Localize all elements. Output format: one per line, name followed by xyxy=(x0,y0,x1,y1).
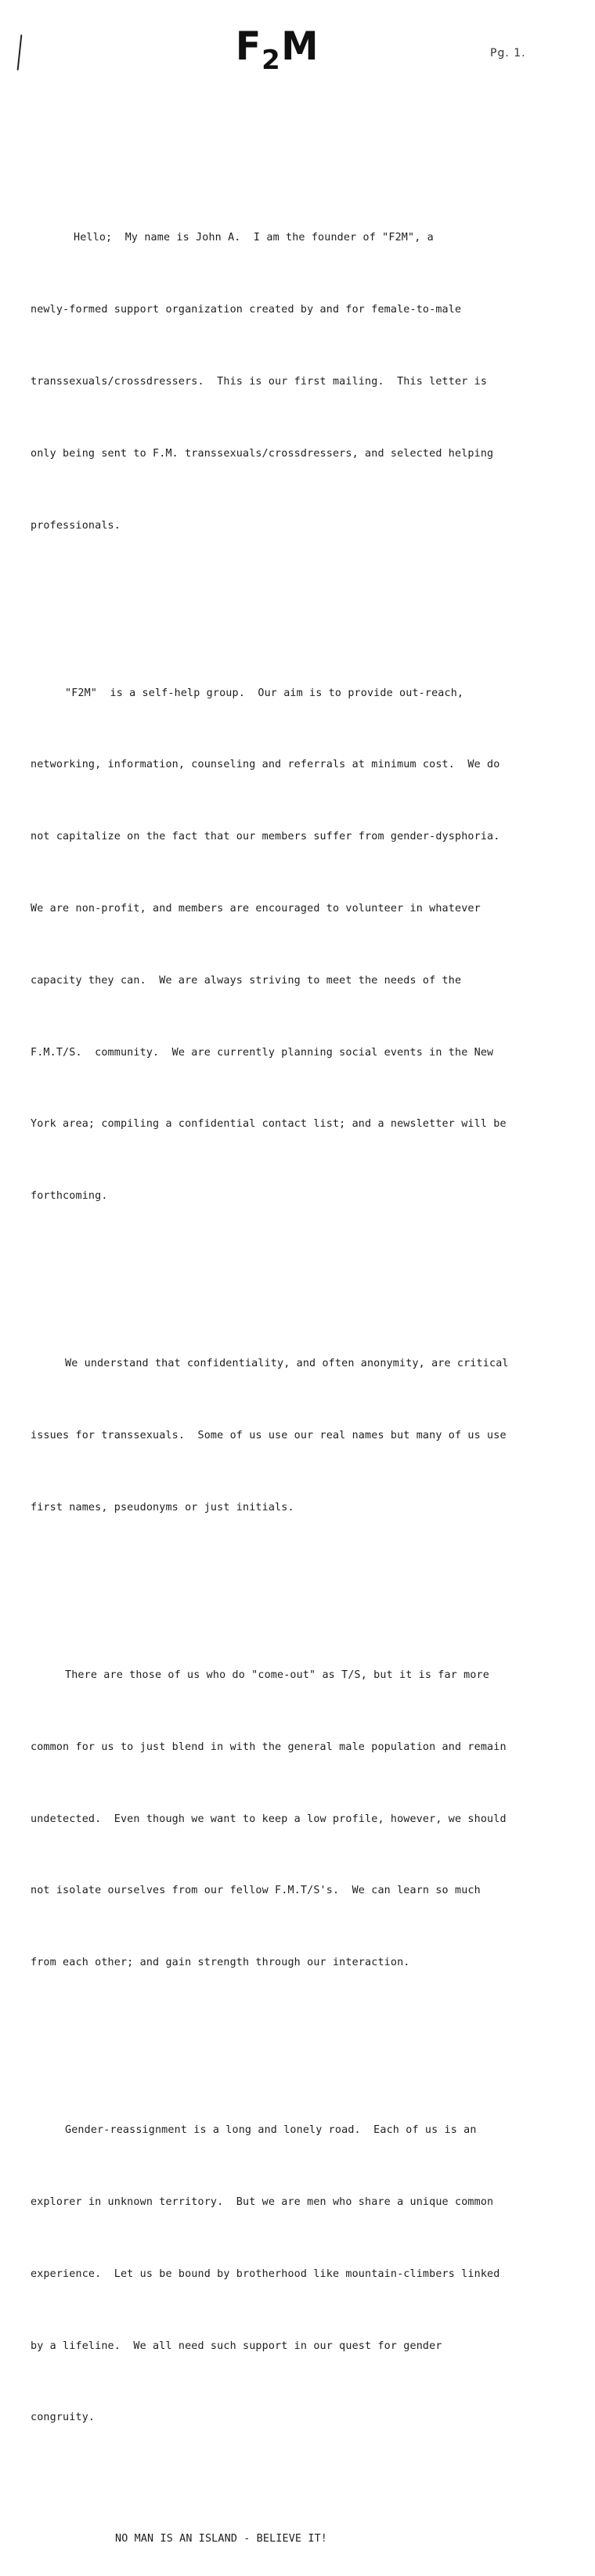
paragraph-confidentiality xyxy=(31,1304,579,1568)
text-line: by a lifeline. We all need such support in our quest for gender xyxy=(31,2340,442,2352)
text-line: capacity they can. We are always striving to meet the needs of the xyxy=(31,974,462,987)
paragraph-gender-reassignment xyxy=(31,2071,579,2478)
text-line: congruity. xyxy=(31,2412,96,2424)
page-number: Pg. 1. xyxy=(490,47,526,60)
text-line: forthcoming. xyxy=(31,1190,108,1203)
text-line: "F2M" is a self-help group. Our aim is to provide out-reach, xyxy=(65,687,464,699)
paragraph-coming-out xyxy=(31,1616,579,2023)
logo-letter-f: F xyxy=(235,23,261,69)
text-line: F.M.T/S. community. We are currently planning social events in the New xyxy=(31,1046,494,1059)
text-line: We understand that confidentiality, and often anonymity, are critical xyxy=(65,1358,509,1370)
paragraph-introduction xyxy=(31,179,579,586)
text-line: There are those of us who do "come-out" as T/S, but it is far more xyxy=(65,1669,489,1681)
text-line: issues for transsexuals. Some of us use our real names but many of us use xyxy=(31,1430,507,1442)
f2m-logo xyxy=(235,23,319,76)
paragraph-self-help xyxy=(31,633,579,1256)
text-line: experience. Let us be bound by brotherhood like mountain-climbers linked xyxy=(31,2268,500,2280)
text-line: Hello; My name is John A. I am the founder of "F2M", a xyxy=(74,232,434,244)
text-line: Gender-reassignment is a long and lonely road. Each of us is an xyxy=(65,2124,477,2137)
handwritten-margin-mark xyxy=(17,34,23,70)
text-line: newly-formed support organization created by and for female-to-male xyxy=(31,304,462,316)
text-line: not capitalize on the fact that our members suffer from gender-dysphoria. xyxy=(31,831,500,843)
text-line: only being sent to F.M. transsexuals/crossdressers, and selected helping xyxy=(31,447,494,460)
letter-body xyxy=(31,131,579,2576)
text-line: explorer in unknown territory. But we are men who share a unique common xyxy=(31,2196,494,2209)
text-line: not isolate ourselves from our fellow F.M.T/S's. We can learn so much xyxy=(31,1885,481,1897)
text-line: networking, information, counseling and referrals at minimum cost. We do xyxy=(31,759,500,771)
text-line: common for us to just blend in with the general male population and remain xyxy=(31,1741,507,1753)
text-line: professionals. xyxy=(31,519,121,532)
text-line: first names, pseudonyms or just initials. xyxy=(31,1501,294,1513)
text-line: from each other; and gain strength through our interaction. xyxy=(31,1957,410,1969)
logo-letter-m: M xyxy=(281,23,318,69)
text-line: undetected. Even though we want to keep a low profile, however, we should xyxy=(31,1813,507,1825)
text-line: We are non-profit, and members are encouraged to volunteer in whatever xyxy=(31,903,481,915)
text-line: York area; compiling a confidential contact list; and a newsletter will be xyxy=(31,1118,507,1131)
text-line: transsexuals/crossdressers. This is our first mailing. This letter is xyxy=(31,375,488,388)
logo-digit-2: 2 xyxy=(261,45,279,76)
closing-slogan: NO MAN IS AN ISLAND - BELIEVE IT! xyxy=(115,2533,327,2545)
